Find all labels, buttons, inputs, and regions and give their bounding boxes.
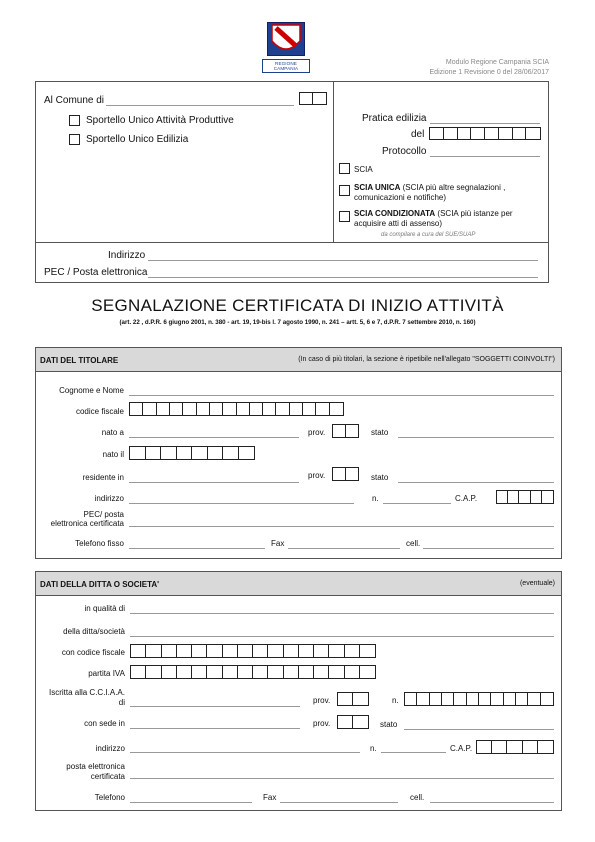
sede-label: con sede in [84,719,125,728]
posta-label-1: posta elettronica [66,762,125,771]
sue-checkbox[interactable] [69,134,80,145]
cap-label: C.A.P. [455,494,478,503]
comune-input[interactable] [106,105,294,106]
del-date-cells[interactable] [429,127,541,140]
piva-cells[interactable] [130,665,376,679]
del-label: del [411,129,425,140]
cciaa-prov-cells[interactable] [337,692,369,706]
piva-label: partita IVA [88,669,125,678]
cell-input[interactable] [423,548,554,549]
cciaa-n-cells[interactable] [404,692,554,706]
cf-cells[interactable] [129,402,344,416]
comune-prov-cells[interactable] [299,92,327,105]
nato-a-label: nato a [101,428,124,437]
section-titolare [35,347,562,559]
nato-il-label: nato il [102,450,124,459]
cciaa-prov-label: prov. [313,696,331,705]
cap-cells[interactable] [496,490,554,504]
ditta-fax-label: Fax [263,793,277,802]
nato-stato-input[interactable] [398,437,554,438]
cciaa-label-2: di [118,698,125,707]
cognome-label: Cognome e Nome [59,386,124,395]
fax-label: Fax [271,539,285,548]
logo-text: REGIONE CAMPANIA [262,59,310,73]
cciaa-input[interactable] [130,706,300,707]
ditta-cf-cells[interactable] [130,644,376,658]
ditta-cap-cells[interactable] [476,740,554,754]
pratica-label: Pratica edilizia [362,113,427,124]
qualita-input[interactable] [130,613,554,614]
scia-unica-checkbox[interactable] [339,185,350,196]
sede-stato-input[interactable] [404,729,554,730]
scia-condizionata-label: SCIA CONDIZIONATA (SCIA più istanze per [354,209,513,218]
ditta-tel-input[interactable] [130,802,252,803]
protocollo-label: Protocollo [382,146,427,157]
address-panel [36,242,548,282]
ditta-indirizzo-input[interactable] [130,752,360,753]
qualita-label: in qualità di [84,604,125,613]
section-titolare-note: (In caso di più titolari, la sezione è ripetibile nell'allegato "SOGGETTI COINVOLTI") [298,356,555,363]
section-titolare-header [36,348,561,372]
suap-label: Sportello Unico Attività Produttive [86,115,234,126]
pec-label-2: elettronica certificata [50,519,124,528]
ditta-label: della ditta/società [63,627,125,636]
ditta-indirizzo-label: indirizzo [95,744,125,753]
res-prov-cells[interactable] [332,467,359,481]
pec-label-1: PEC/ posta [83,510,124,519]
form-edition-info: Modulo Regione Campania SCIA Edizione 1 Revisione 0 del 28/06/2017 [429,59,549,76]
suap-checkbox[interactable] [69,115,80,126]
sede-input[interactable] [130,728,300,729]
municipality-left-panel [36,82,334,242]
indirizzo-label: Indirizzo [108,250,146,261]
ditta-cell-label: cell. [410,793,425,802]
scia-condizionata-checkbox[interactable] [339,211,350,222]
residente-input[interactable] [129,482,299,483]
cciaa-n-label: n. [392,696,399,705]
section-ditta-note: (eventuale) [519,580,555,587]
prov-label: prov. [308,428,326,437]
sede-stato-label: stato [380,720,398,729]
numero-input[interactable] [383,503,451,504]
cell-label: cell. [406,539,421,548]
pec-label: PEC / Posta elettronica [44,267,148,278]
posta-input[interactable] [130,778,554,779]
municipality-box [35,81,549,283]
tel-input[interactable] [129,548,265,549]
page-title: SEGNALAZIONE CERTIFICATA DI INIZIO ATTIVITÀ [91,296,504,315]
coat-of-arms-icon [267,22,305,56]
scia-unica-desc: comunicazioni e notifiche) [354,193,447,202]
stato-label: stato [371,428,389,437]
indirizzo-label: indirizzo [94,494,124,503]
compilare-note: da compilare a cura del SUE/SUAP [381,232,476,238]
sue-label: Sportello Unico Edilizia [86,134,189,145]
scia-label: SCIA [354,165,373,174]
nato-il-cells[interactable] [129,446,255,460]
ditta-numero-input[interactable] [381,752,446,753]
scia-unica-label: SCIA UNICA (SCIA più altre segnalazioni , [354,183,506,192]
ditta-tel-label: Telefono [94,793,125,802]
res-stato-label: stato [371,473,389,482]
tel-label: Telefono fisso [75,539,124,548]
residente-label: residente in [82,473,124,482]
pec-input[interactable] [148,277,538,278]
scia-condizionata-desc: acquisire atti di assenso) [354,219,443,228]
indirizzo-input[interactable] [129,503,354,504]
posta-label-2: certificata [90,772,125,781]
n-label: n. [372,494,379,503]
section-titolare-title: DATI DEL TITOLARE [40,356,119,365]
res-prov-label: prov. [308,471,326,480]
cciaa-label-1: Iscritta alla C.C.I.A.A. [48,688,125,697]
ditta-fax-input[interactable] [280,802,398,803]
ditta-cap-label: C.A.P. [450,744,473,753]
regione-campania-logo [262,22,310,70]
cognome-input[interactable] [129,395,554,396]
ditta-input[interactable] [130,636,554,637]
pec-input[interactable] [129,526,554,527]
ditta-cf-label: con codice fiscale [61,648,125,657]
al-comune-label: Al Comune di [44,95,105,106]
res-stato-input[interactable] [398,482,554,483]
indirizzo-input[interactable] [148,260,538,261]
nato-prov-cells[interactable] [332,424,359,438]
section-ditta-title: DATI DELLA DITTA O SOCIETA' [40,580,160,589]
cf-label: codice fiscale [75,407,124,416]
nato-a-input[interactable] [129,437,299,438]
legal-references: (art. 22 , d.P.R. 6 giugno 2001, n. 380 - art. 19, 19-bis l. 7 agosto 1990, n. 241 – artt. 5, 6 e 7, d.P.R. 7 settembre 2010, n. 160) [119,319,476,326]
scia-checkbox[interactable] [339,163,350,174]
section-ditta-header [36,572,561,596]
sede-prov-cells[interactable] [337,715,369,729]
pratica-input[interactable] [430,123,540,124]
protocollo-input[interactable] [430,156,540,157]
ditta-n-label: n. [370,744,377,753]
sede-prov-label: prov. [313,719,331,728]
section-ditta [35,571,562,811]
fax-input[interactable] [288,548,400,549]
ditta-cell-input[interactable] [430,802,554,803]
